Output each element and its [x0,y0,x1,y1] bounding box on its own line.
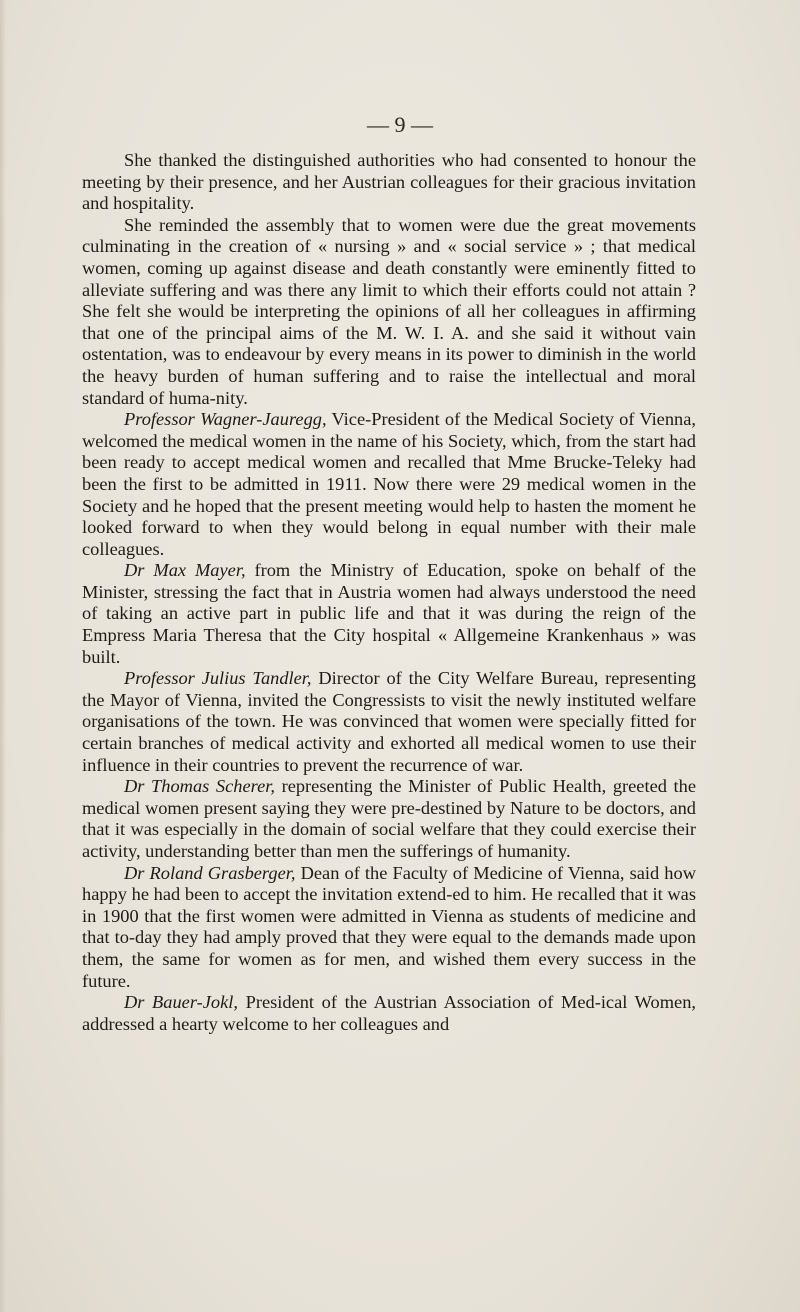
paragraph [82,560,696,668]
paragraph-text: Director of the City Welfare Bureau, representing the Mayor of Vienna, invited the Congressists to visit the newly instituted welfare organisations of the town. He was convinced that women were specially fitted for certain branches of medical activity and exhorted all medical women to use their influence in their countries to prevent the recurrence of war. [82,668,697,775]
paragraph [82,776,696,862]
paragraph [82,409,696,560]
paragraph [82,668,696,776]
paragraph-text: Dean of the Faculty of Medicine of Vienna, said how happy he had been to accept the invitation extend-ed to him. He recalled that it was in 1900 that the first women were admitted in Vienna as students of medicine and that to-day they had amply proved that they were equal to the demands made upon them, the same for women as for men, and wished them every success in the future. [82,862,696,991]
speaker-name: Dr Roland Grasberger, [124,862,296,883]
paragraph-text: from the Ministry of Education, spoke on behalf of the Minister, stressing the fact that in Austria women had always understood the need of taking an active part in public life and that it was during the reign of the Empress Maria Theresa that the City hospital « Allgemeine Krankenhaus » was built. [82,560,696,667]
speaker-name: Dr Max Mayer, [124,560,246,581]
speaker-name: Professor Wagner-Jauregg, [124,409,327,430]
page-edge-shadow [0,0,6,1312]
paragraph-text: representing the Minister of Public Health, greeted the medical women present saying they were pre-destined by Nature to be doctors, and that it was especially in the domain of social welfare that they could exercise their activity, understanding better than men the sufferings of humanity. [82,776,696,861]
speaker-name: Dr Thomas Scherer, [124,776,275,797]
paragraph-text: Vice-President of the Medical Society of Vienna, welcomed the medical women in the name of his Society, which, from the start had been ready to accept medical women and recalled that Mme Brucke-Teleky had been the first to be admitted in 1911. Now there were 29 medical women in the Society and he hoped that the present meeting would help to hasten the moment he looked forward to when they would belong in equal number with their male colleagues. [82,409,696,559]
paragraph [82,863,696,993]
paragraph [82,150,696,215]
page-number: — 9 — [367,112,433,137]
speaker-name: Dr Bauer-Jokl, [124,992,238,1013]
speaker-name: Professor Julius Tandler, [124,668,312,689]
paragraph [82,992,696,1035]
body-text [82,150,696,1035]
paragraph [82,215,696,409]
paragraph-text: She thanked the distinguished authorities who had consented to honour the meeting by their presence, and her Austrian colleagues for their gracious invitation and hospitality. [82,150,696,214]
paragraph-text: She reminded the assembly that to women were due the great movements culminating in the creation of « nursing » and « social service » ; that medical women, coming up against disease and death constantly were eminently fitted to alleviate suffering and was there any limit to which their efforts could not attain ? She felt she would be interpreting the opinions of all her colleagues in affirming that one of the principal aims of the M. W. I. A. and she said it without vain ostentation, was to endeavour by every means in its power to diminish in the world the heavy burden of human suffering and to raise the intellectual and moral standard of huma-nity. [82,214,696,408]
paragraph-text: President of the Austrian Association of Med-ical Women, addressed a hearty welcome to her colleagues and [82,992,696,1034]
